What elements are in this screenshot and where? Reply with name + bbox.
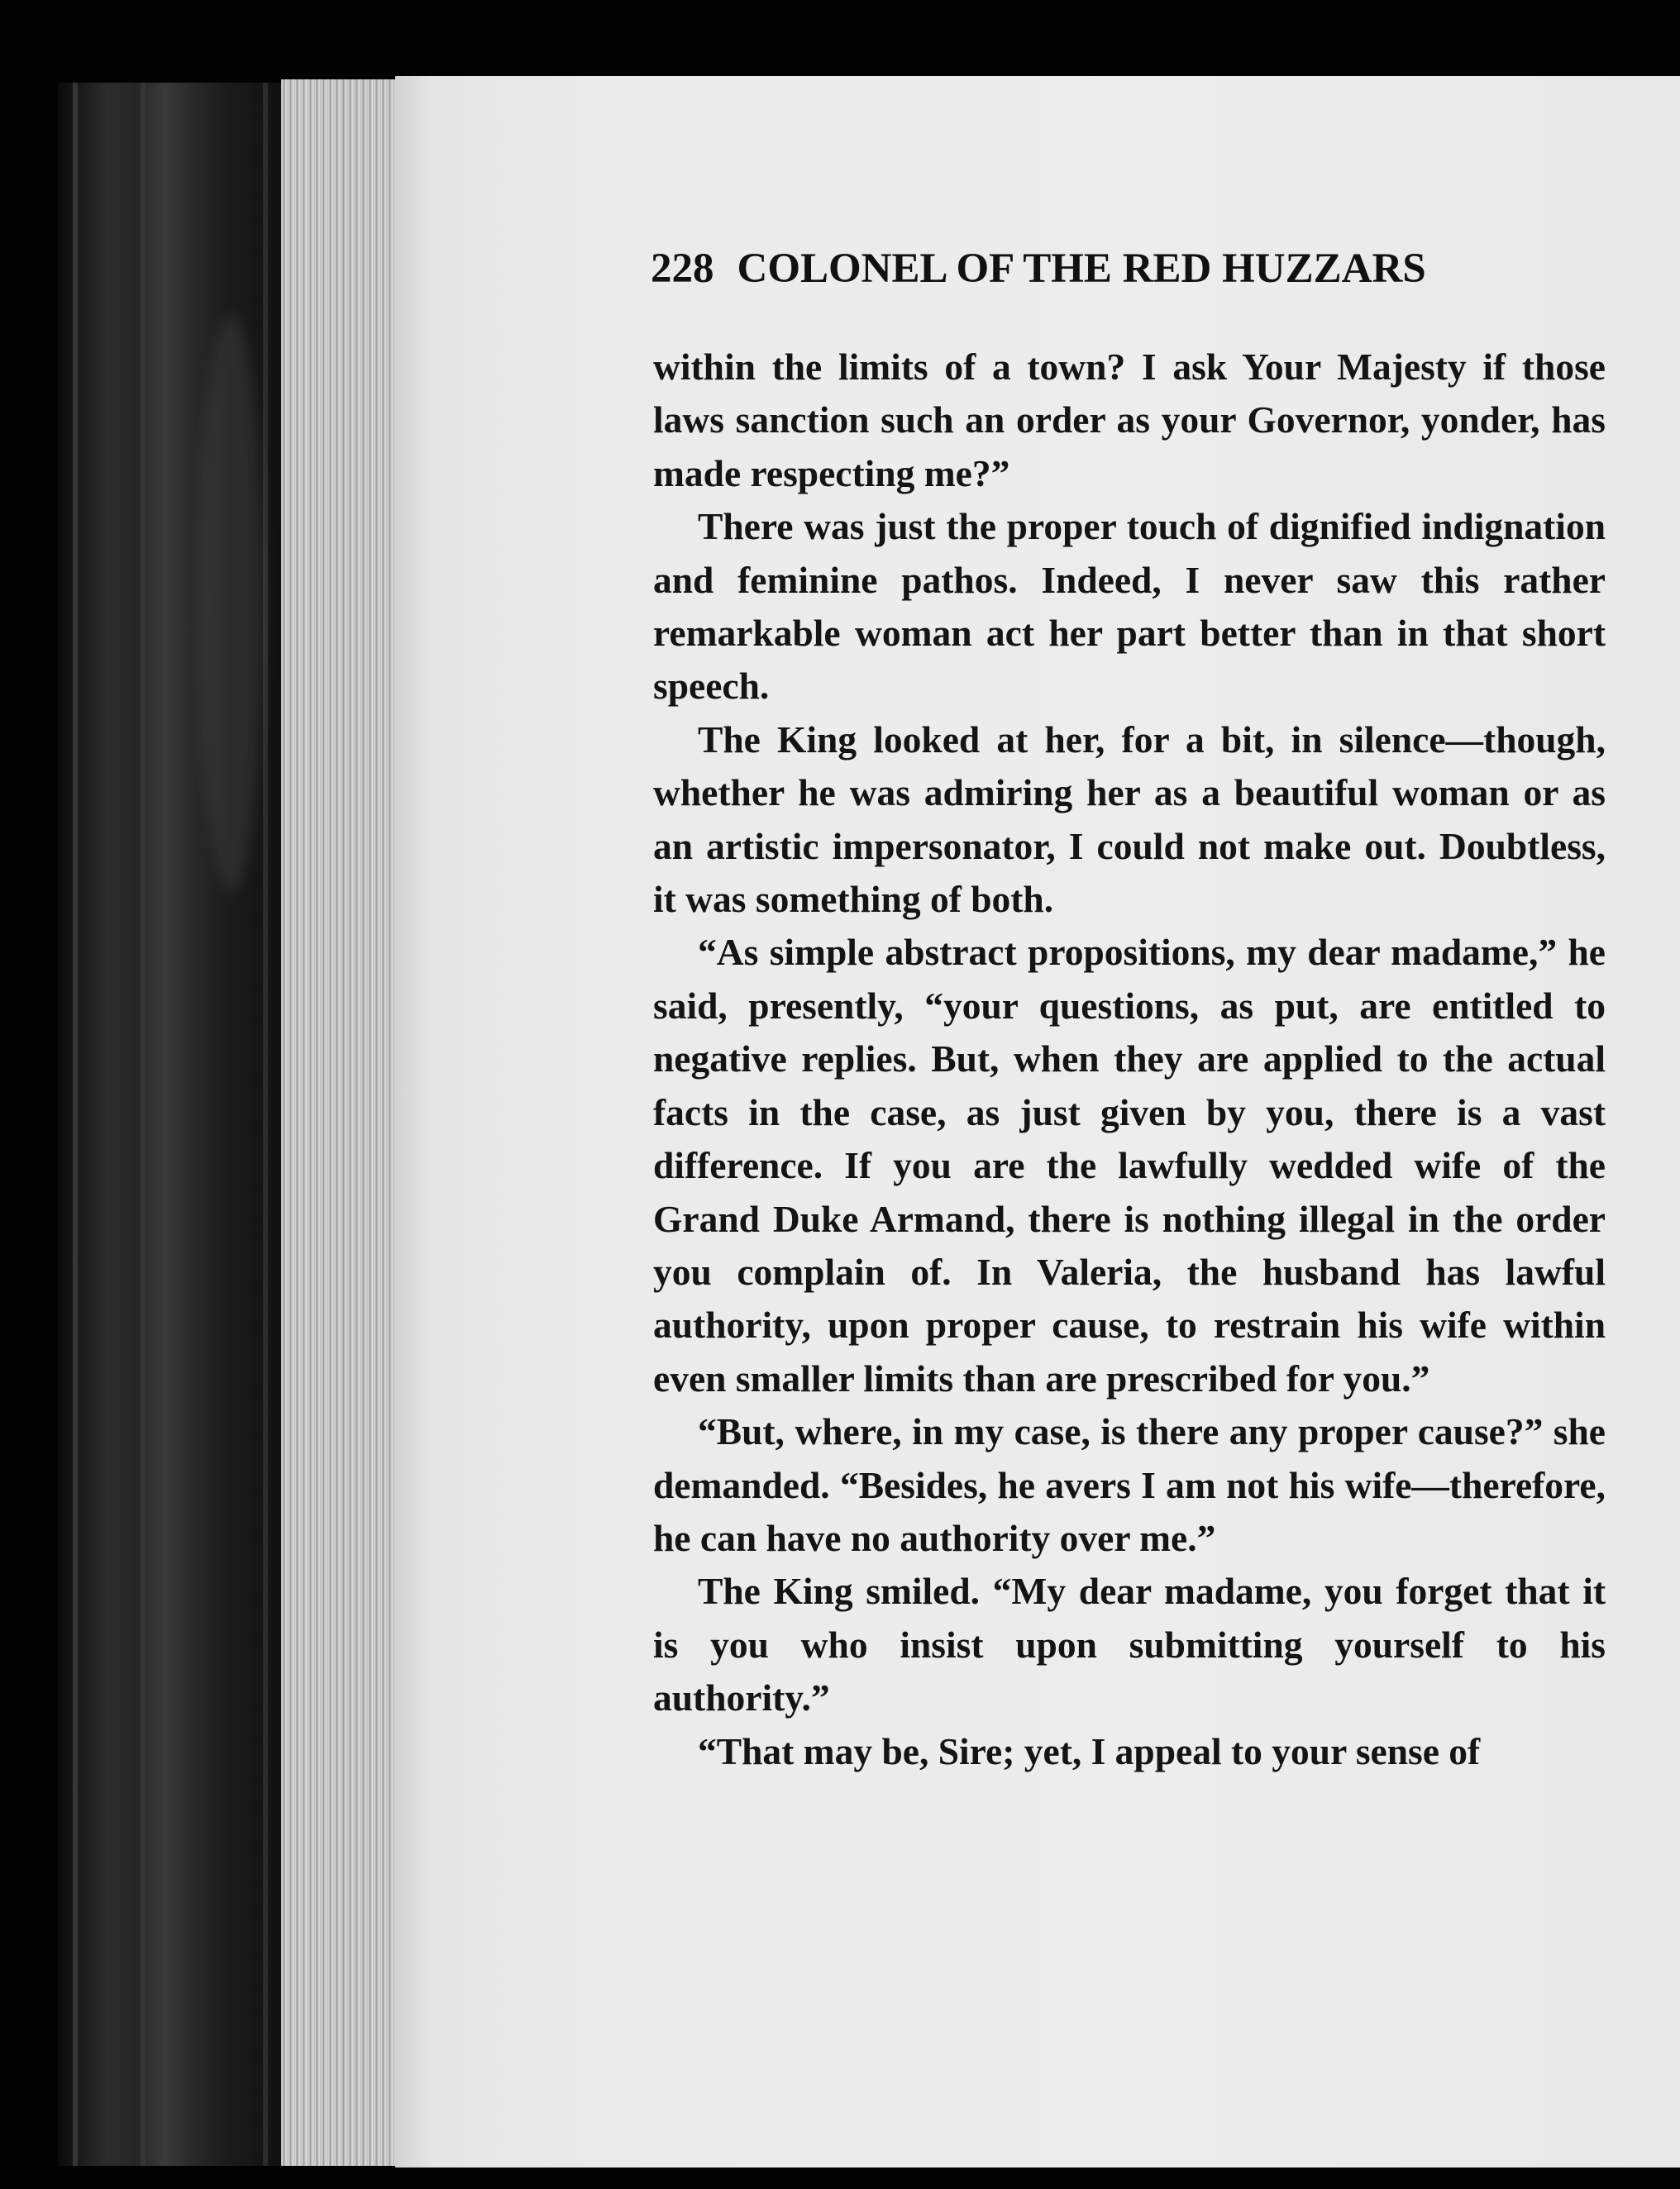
binding-edge-line: [263, 83, 268, 2166]
paragraph: “But, where, in my case, is there any proper cause?” she demanded. “Besides, he avers I am not his wife—therefore, he can have no authority over me.”: [653, 1410, 1606, 1559]
paragraph: There was just the proper touch of dignified indignation and feminine pathos. Indeed, I never saw this rather remarkable woman act her part better than in that short speech.: [653, 505, 1606, 708]
paragraph: The King smiled. “My dear madame, you forget that it is you who insist upon submitting yourself to his authority.”: [653, 1570, 1606, 1719]
page-edges: [281, 79, 397, 2166]
scan-smudge: [198, 314, 265, 893]
binding-edge-line: [73, 83, 78, 2166]
running-title: COLONEL OF THE RED HUZZARS: [737, 246, 1426, 292]
paragraph: The King looked at her, for a bit, in silence—though, whether he was admiring her as a beautiful woman or as an artistic impersonator, I could not make out. Doubtless, it was something of both.: [653, 718, 1606, 921]
paragraph: “That may be, Sire; yet, I appeal to your sense of: [698, 1729, 1481, 1772]
running-header: [651, 245, 1601, 293]
page-number: 228: [651, 246, 714, 292]
paragraph: within the limits of a town? I ask Your Majesty if those laws sanction such an order as your Governor, yonder, has made respecting me?”: [653, 346, 1606, 494]
binding-edge-line: [141, 83, 146, 2166]
paragraph: “As simple abstract propositions, my dear madame,” he said, presently, “your questions, as put, are entitled to negative replies. But, when they are applied to the actual facts in the case, as just given by you, there is a vast difference. If you are the lawfully wedded wife of the Grand Duke Armand, there is nothing illegal in the order you complain of. In Valeria, the husband has lawful authority, upon proper cause, to restrain his wife within even smaller limits than are prescribed for you.”: [653, 931, 1606, 1400]
body-text: [653, 341, 1606, 1778]
